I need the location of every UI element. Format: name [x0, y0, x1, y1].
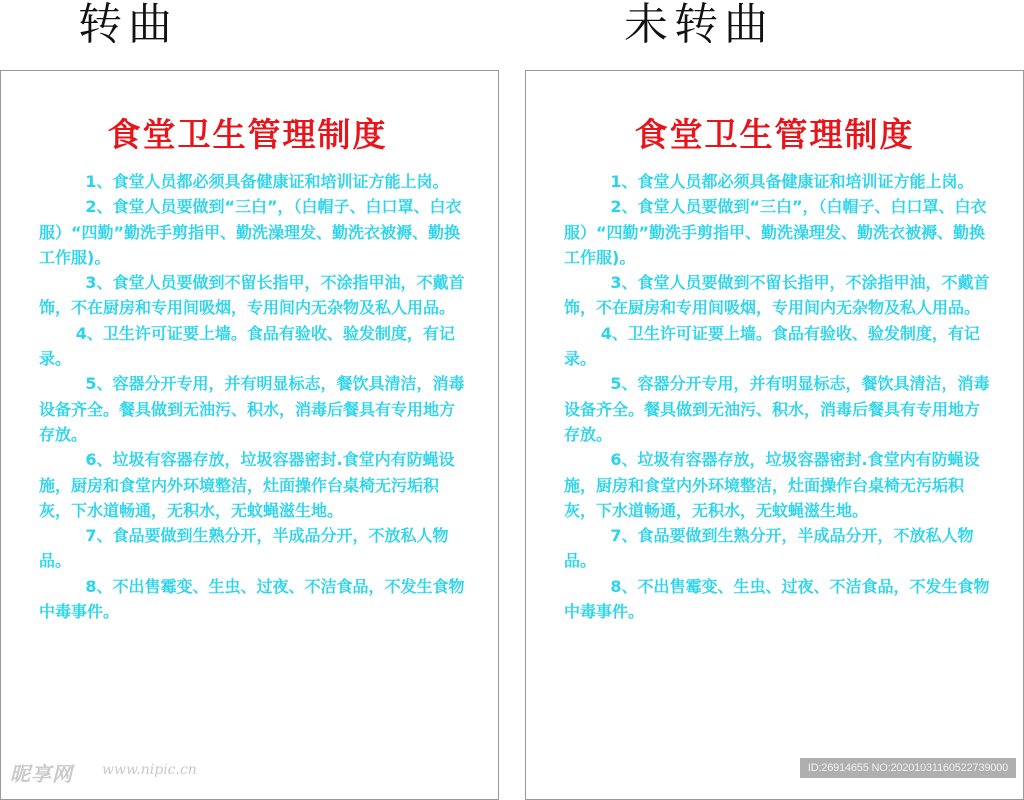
- page-title: 食堂卫生管理制度: [634, 115, 915, 154]
- rules-list: [564, 169, 994, 624]
- image-id-badge: ID:26914655 NO:20201031160522739000: [800, 758, 1016, 778]
- rule-item: 2、食堂人员要做到“三白”，（白帽子、白口罩、白衣服）“四勤”勤洗手剪指甲、勤洗澡理发、勤洗衣被褥、勤换工作服)。: [564, 197, 987, 267]
- rule-item: 2、食堂人员要做到“三白”，（白帽子、白口罩、白衣服）“四勤”勤洗手剪指甲、勤洗澡理发、勤洗衣被褥、勤换工作服)。: [39, 197, 462, 267]
- rule-item: 8、不出售霉变、生虫、过夜、不洁食品，不发生食物中毒事件。: [39, 576, 465, 622]
- watermark-url: www.nipic.cn: [102, 762, 197, 778]
- page-title: 食堂卫生管理制度: [107, 115, 388, 154]
- rule-item: 6、垃圾有容器存放，垃圾容器密封.食堂内有防蝇设施，厨房和食堂内外环境整洁，灶面操作台桌椅无污垢积灰，下水道畅通，无积水，无蚊蝇滋生地。: [39, 450, 455, 520]
- rule-item: 1、食堂人员都必须具备健康证和培训证方能上岗。: [610, 172, 974, 191]
- rule-item: 8、不出售霉变、生虫、过夜、不洁食品，不发生食物中毒事件。: [564, 576, 990, 622]
- rules-list: [39, 169, 469, 624]
- rule-item: 3、食堂人员要做到不留长指甲，不涂指甲油，不戴首饰，不在厨房和专用间吸烟，专用间内无杂物及私人用品。: [39, 273, 465, 318]
- rule-item: 4、卫生许可证要上墙。食品有验收、验发制度，有记录。: [39, 323, 455, 369]
- document-page-right: [525, 70, 1024, 800]
- rule-item: 3、食堂人员要做到不留长指甲，不涂指甲油，不戴首饰，不在厨房和专用间吸烟，专用间内无杂物及私人用品。: [564, 273, 990, 318]
- rule-item: 7、食品要做到生熟分开，半成品分开，不放私人物品。: [39, 526, 449, 571]
- rule-item: 6、垃圾有容器存放，垃圾容器密封.食堂内有防蝇设施，厨房和食堂内外环境整洁，灶面操作台桌椅无污垢积灰，下水道畅通，无积水，无蚊蝇滋生地。: [564, 450, 980, 520]
- rule-item: 4、卫生许可证要上墙。食品有验收、验发制度，有记录。: [564, 323, 980, 369]
- panel-label-right: 未转曲: [624, 0, 774, 50]
- rule-item: 5、容器分开专用，并有明显标志，餐饮具清洁，消毒设备齐全。餐具做到无油污、积水，消毒后餐具有专用地方存放。: [39, 374, 465, 444]
- document-page-left: [0, 70, 499, 800]
- rule-item: 1、食堂人员都必须具备健康证和培训证方能上岗。: [85, 172, 449, 191]
- watermark-logo: 昵享网: [10, 762, 73, 786]
- rule-item: 7、食品要做到生熟分开，半成品分开，不放私人物品。: [564, 526, 974, 571]
- rule-item: 5、容器分开专用，并有明显标志，餐饮具清洁，消毒设备齐全。餐具做到无油污、积水，消毒后餐具有专用地方存放。: [564, 374, 990, 444]
- panel-label-left: 转曲: [78, 0, 178, 50]
